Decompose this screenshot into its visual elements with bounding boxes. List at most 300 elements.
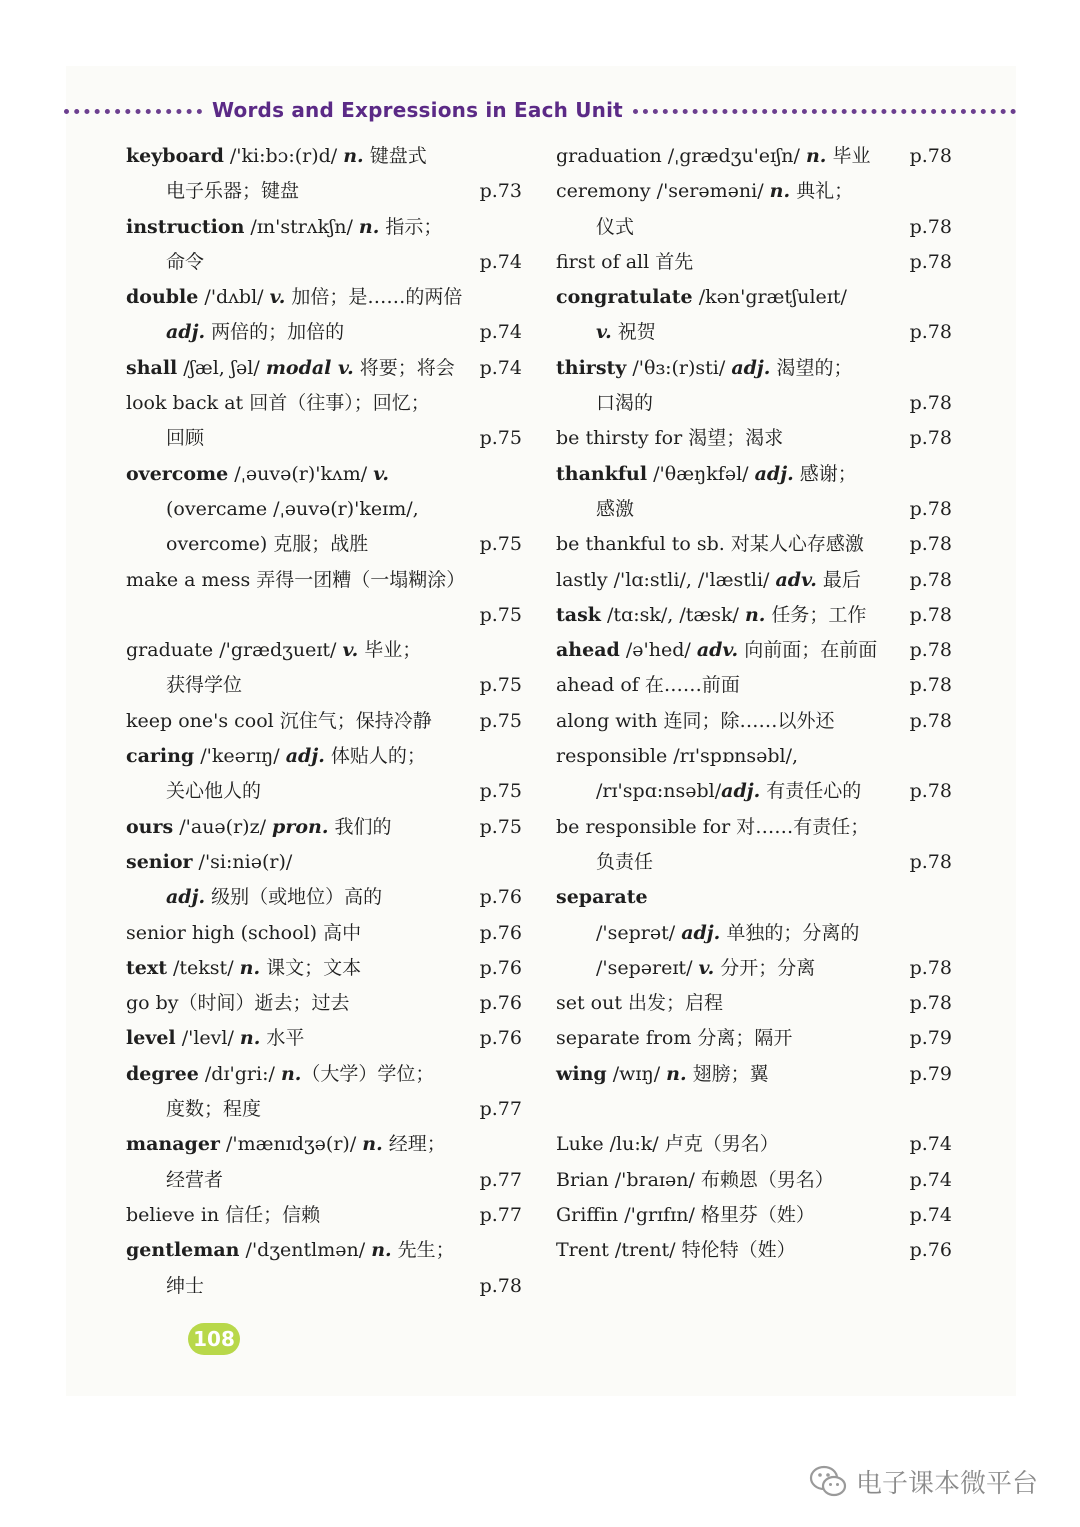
entry-text bbox=[556, 633, 877, 668]
part-of-speech: v. bbox=[342, 639, 359, 662]
definition: 指示； bbox=[379, 215, 443, 238]
entry-line bbox=[556, 704, 952, 739]
entry-text bbox=[126, 951, 361, 986]
part-of-speech: adj. bbox=[731, 356, 771, 379]
page-reference: p.77 bbox=[479, 1098, 522, 1121]
entry-body: responsible /rɪ'spɒnsəbl/, bbox=[556, 745, 799, 768]
entry-line bbox=[126, 1127, 522, 1162]
entry-line bbox=[126, 1057, 522, 1092]
entry-body: Luke /lu:k/ 卢克（男名） bbox=[556, 1133, 779, 1156]
entry-body: /'dʌbl/ bbox=[198, 286, 270, 309]
page-reference: p.78 bbox=[479, 1274, 522, 1297]
entry-body: /wɪŋ/ bbox=[606, 1062, 667, 1085]
entry-body: 经营者 bbox=[166, 1168, 224, 1191]
part-of-speech: n. bbox=[239, 1027, 261, 1050]
headword: caring bbox=[126, 745, 195, 768]
page-reference: p.79 bbox=[909, 1062, 952, 1085]
entry-line bbox=[126, 457, 522, 492]
entry-body: be thirsty for 渴望；渴求 bbox=[556, 427, 784, 450]
page-reference: p.77 bbox=[479, 1168, 522, 1191]
headword: congratulate bbox=[556, 286, 693, 309]
entry-text bbox=[556, 668, 740, 703]
entry-line bbox=[556, 492, 952, 527]
entry-text bbox=[166, 668, 242, 703]
headword: degree bbox=[126, 1062, 199, 1085]
page-reference: p.78 bbox=[909, 780, 952, 803]
page-reference: p.78 bbox=[909, 639, 952, 662]
entry-line bbox=[556, 1163, 952, 1198]
definition: 分开；分离 bbox=[714, 956, 816, 979]
headword: thirsty bbox=[556, 356, 627, 379]
entry-text bbox=[556, 1021, 792, 1056]
definition: 祝贺 bbox=[611, 321, 656, 344]
page-reference: p.78 bbox=[909, 392, 952, 415]
entry-text bbox=[126, 916, 361, 951]
definition: 水平 bbox=[260, 1027, 305, 1050]
entry-body: /'levl/ bbox=[175, 1027, 240, 1050]
definition: 课文；文本 bbox=[260, 956, 362, 979]
entry-body: 口渴的 bbox=[596, 392, 654, 415]
entry-body: /dɪ'gri:/ bbox=[198, 1062, 281, 1085]
page-reference: p.78 bbox=[909, 250, 952, 273]
entry-body: /'mænɪdʒə(r)/ bbox=[219, 1133, 363, 1156]
page-reference: p.74 bbox=[479, 321, 522, 344]
entry-text bbox=[126, 563, 465, 598]
part-of-speech: adj. bbox=[754, 462, 794, 485]
entry-line bbox=[126, 139, 522, 174]
entry-body: /'si:niə(r)/ bbox=[192, 850, 293, 873]
headword: ahead bbox=[556, 639, 620, 662]
entry-line bbox=[556, 739, 952, 774]
entry-text bbox=[166, 880, 382, 915]
entry-text bbox=[166, 774, 261, 809]
entry-body: 度数；程度 bbox=[166, 1098, 262, 1121]
entry-text bbox=[126, 351, 455, 386]
entry-line bbox=[126, 986, 522, 1021]
entry-line bbox=[556, 174, 952, 209]
part-of-speech: n. bbox=[358, 215, 380, 238]
entry-text bbox=[166, 492, 419, 527]
definition: 加倍；是……的两倍 bbox=[285, 286, 463, 309]
entry-text bbox=[126, 210, 442, 245]
entry-body: keep one's cool 沉住气；保持冷静 bbox=[126, 709, 432, 732]
entry-text bbox=[596, 916, 859, 951]
page-reference: p.78 bbox=[909, 427, 952, 450]
entry-line bbox=[126, 916, 522, 951]
entry-line bbox=[556, 421, 952, 456]
entry-text bbox=[556, 245, 693, 280]
entry-body: look back at 回首（往事）；回忆； bbox=[126, 392, 430, 415]
entry-line bbox=[556, 845, 952, 880]
entry-text bbox=[556, 457, 857, 492]
entry-line bbox=[126, 1163, 522, 1198]
entry-line bbox=[556, 1057, 952, 1092]
headword: text bbox=[126, 956, 167, 979]
entry-text bbox=[556, 421, 783, 456]
part-of-speech: adv. bbox=[775, 568, 817, 591]
entry-text bbox=[126, 1127, 446, 1162]
part-of-speech: v. bbox=[373, 462, 389, 485]
part-of-speech: pron. bbox=[272, 815, 329, 838]
entry-text bbox=[556, 704, 835, 739]
entry-text bbox=[126, 457, 389, 492]
part-of-speech: n. bbox=[280, 1062, 302, 1085]
part-of-speech: n. bbox=[362, 1133, 383, 1156]
entry-body: 电子乐器；键盘 bbox=[166, 180, 300, 203]
entry-body: ahead of 在……前面 bbox=[556, 674, 740, 697]
headword: shall bbox=[126, 356, 178, 379]
entry-line bbox=[126, 210, 522, 245]
entry-text bbox=[126, 280, 462, 315]
entry-text bbox=[126, 1057, 434, 1092]
entry-body: go by（时间）逝去；过去 bbox=[126, 992, 350, 1015]
definition: （大学）学位； bbox=[301, 1062, 435, 1085]
entry-text bbox=[596, 210, 634, 245]
definition: 翅膀；翼 bbox=[686, 1062, 769, 1085]
part-of-speech: v. bbox=[596, 321, 612, 344]
headword: overcome bbox=[126, 462, 229, 485]
entry-body: /tɑ:sk/, /tæsk/ bbox=[600, 603, 745, 626]
entry-line bbox=[556, 633, 952, 668]
page-reference: p.78 bbox=[909, 321, 952, 344]
entry-text bbox=[126, 1198, 320, 1233]
entry-body: /'seprət/ bbox=[596, 921, 682, 944]
watermark bbox=[808, 1456, 1038, 1506]
page-reference: p.78 bbox=[909, 709, 952, 732]
entry-body: 绅士 bbox=[166, 1274, 205, 1297]
part-of-speech: adj. bbox=[285, 745, 325, 768]
entry-text bbox=[556, 351, 852, 386]
entry-text bbox=[556, 1057, 769, 1092]
entry-text bbox=[556, 1233, 796, 1268]
entry-body: graduation /ˌgrædʒu'eɪʃn/ bbox=[556, 145, 806, 167]
part-of-speech: adj. bbox=[166, 321, 206, 344]
page-reference: p.74 bbox=[479, 250, 522, 273]
definition: 经理； bbox=[382, 1133, 446, 1156]
entry-line bbox=[556, 386, 952, 421]
headword: keyboard bbox=[126, 145, 224, 167]
headword: double bbox=[126, 286, 199, 309]
entry-line bbox=[556, 351, 952, 386]
section-title: Words and Expressions in Each Unit bbox=[212, 98, 623, 122]
entry-line bbox=[126, 174, 522, 209]
entry-text bbox=[166, 421, 204, 456]
entry-line bbox=[556, 1233, 952, 1268]
part-of-speech: n. bbox=[805, 145, 827, 167]
entry-line bbox=[556, 1198, 952, 1233]
entry-line bbox=[556, 774, 952, 809]
entry-text bbox=[126, 845, 292, 880]
header-dots-left bbox=[64, 109, 202, 114]
page-reference: p.78 bbox=[909, 568, 952, 591]
entry-line bbox=[126, 1021, 522, 1056]
headword: senior bbox=[126, 850, 193, 873]
entry-text bbox=[166, 245, 204, 280]
part-of-speech: n. bbox=[769, 180, 791, 203]
entry-body: 感激 bbox=[596, 497, 635, 520]
part-of-speech: adj. bbox=[166, 886, 206, 909]
entry-text bbox=[166, 174, 299, 209]
entry-text bbox=[556, 563, 861, 598]
definition: 体贴人的； bbox=[324, 745, 426, 768]
page-reference: p.78 bbox=[909, 603, 952, 626]
entry-body: /ˌəuvə(r)'kʌm/ bbox=[228, 462, 374, 485]
page-reference: p.74 bbox=[909, 1133, 952, 1156]
entry-line bbox=[126, 245, 522, 280]
entry-body: separate from 分离；隔开 bbox=[556, 1027, 793, 1050]
entry-body: 负责任 bbox=[596, 850, 654, 873]
entry-line bbox=[126, 810, 522, 845]
entry-body: /rɪ'spɑ:nsəbl/ bbox=[596, 780, 722, 803]
page-reference: p.74 bbox=[479, 356, 522, 379]
part-of-speech: adj. bbox=[721, 780, 761, 803]
part-of-speech: n. bbox=[371, 1239, 392, 1262]
entry-line bbox=[126, 1269, 522, 1304]
entry-text bbox=[166, 315, 344, 350]
page-reference: p.78 bbox=[909, 674, 952, 697]
entry-text bbox=[126, 1233, 455, 1268]
definition: 我们的 bbox=[328, 815, 392, 838]
page-reference: p.76 bbox=[479, 1027, 522, 1050]
entry-text bbox=[596, 774, 861, 809]
part-of-speech: v. bbox=[269, 286, 286, 309]
definition: 毕业； bbox=[358, 639, 422, 662]
entry-body: /tekst/ bbox=[166, 956, 240, 979]
definition: 先生； bbox=[391, 1239, 455, 1262]
entry-text bbox=[596, 492, 634, 527]
entry-line bbox=[126, 598, 522, 633]
entry-text bbox=[556, 1163, 834, 1198]
headword: instruction bbox=[126, 215, 245, 238]
entry-line bbox=[126, 280, 522, 315]
page-reference: p.76 bbox=[479, 921, 522, 944]
entry-text bbox=[126, 386, 430, 421]
entry-body: /'sepəreɪt/ bbox=[596, 956, 699, 979]
entry-line bbox=[556, 598, 952, 633]
entry-line bbox=[556, 1127, 952, 1162]
entry-line bbox=[126, 1198, 522, 1233]
entry-body: be thankful to sb. 对某人心存感激 bbox=[556, 533, 864, 556]
definition: 渴望的； bbox=[770, 356, 853, 379]
entry-body: Trent /trent/ 特伦特（姓） bbox=[556, 1239, 796, 1262]
entry-body: /'keərɪŋ/ bbox=[194, 745, 286, 768]
entry-line bbox=[126, 1233, 522, 1268]
entry-text bbox=[126, 810, 392, 845]
entry-line bbox=[556, 668, 952, 703]
entry-line bbox=[126, 633, 522, 668]
entry-line bbox=[556, 210, 952, 245]
definition: 向前面；在前面 bbox=[738, 639, 878, 662]
entry-line bbox=[126, 386, 522, 421]
entry-body: /ɪn'strʌkʃn/ bbox=[244, 215, 359, 238]
entry-line bbox=[126, 421, 522, 456]
entry-text bbox=[596, 386, 653, 421]
page-reference: p.78 bbox=[909, 215, 952, 238]
entry-line bbox=[556, 1021, 952, 1056]
left-word-column bbox=[126, 139, 522, 1304]
part-of-speech: adj. bbox=[681, 921, 721, 944]
entry-body: (overcame /ˌəuvə(r)'keɪm/, bbox=[166, 497, 419, 520]
entry-line bbox=[126, 668, 522, 703]
headword: thankful bbox=[556, 462, 648, 485]
entry-text bbox=[166, 1269, 204, 1304]
entry-body: 获得学位 bbox=[166, 674, 243, 697]
entry-line bbox=[556, 916, 952, 951]
part-of-speech: modal v. bbox=[265, 356, 354, 379]
entry-text bbox=[126, 633, 421, 668]
entry-body: set out 出发；启程 bbox=[556, 992, 724, 1015]
definition: 键盘式 bbox=[363, 145, 427, 167]
headword: wing bbox=[556, 1062, 607, 1085]
headword: separate bbox=[556, 886, 648, 909]
page-reference: p.73 bbox=[479, 180, 522, 203]
entry-body: /'dʒentlmən/ bbox=[239, 1239, 372, 1262]
entry-text bbox=[556, 739, 798, 774]
entry-line bbox=[556, 1092, 952, 1127]
page-reference: p.76 bbox=[909, 1239, 952, 1262]
entry-text bbox=[556, 174, 853, 209]
entry-body: 关心他人的 bbox=[166, 780, 262, 803]
part-of-speech: adv. bbox=[696, 639, 739, 662]
page-reference: p.78 bbox=[909, 145, 952, 167]
page-reference: p.76 bbox=[479, 992, 522, 1015]
entry-line bbox=[126, 492, 522, 527]
entry-line bbox=[126, 880, 522, 915]
definition: 级别（或地位）高的 bbox=[205, 886, 383, 909]
entry-text bbox=[596, 951, 815, 986]
entry-line bbox=[556, 315, 952, 350]
entry-body: /'θæŋkfəl/ bbox=[647, 462, 755, 485]
entry-text bbox=[556, 1127, 779, 1162]
entry-body: 回顾 bbox=[166, 427, 205, 450]
entry-text bbox=[126, 139, 427, 174]
page-reference: p.74 bbox=[909, 1203, 952, 1226]
entry-line bbox=[126, 1092, 522, 1127]
entry-body: senior high (school) 高中 bbox=[126, 921, 362, 944]
entry-line bbox=[126, 774, 522, 809]
definition: 两倍的；加倍的 bbox=[205, 321, 345, 344]
definition: 有责任心的 bbox=[760, 780, 862, 803]
entry-body: /ʃæl, ʃəl/ bbox=[177, 356, 266, 379]
entry-text bbox=[126, 1021, 304, 1056]
watermark-text: 电子课本微平台 bbox=[856, 1468, 1039, 1499]
part-of-speech: v. bbox=[698, 956, 715, 979]
page-reference: p.79 bbox=[909, 1027, 952, 1050]
entry-line bbox=[126, 951, 522, 986]
headword: task bbox=[556, 603, 601, 626]
definition: 最后 bbox=[816, 568, 861, 591]
definition: 毕业 bbox=[826, 145, 871, 167]
entry-text bbox=[166, 1163, 223, 1198]
headword: ours bbox=[126, 815, 174, 838]
entry-line bbox=[126, 845, 522, 880]
part-of-speech: n. bbox=[744, 603, 766, 626]
page-reference: p.76 bbox=[479, 956, 522, 979]
right-word-column bbox=[556, 139, 952, 1269]
entry-text bbox=[166, 527, 368, 562]
page-reference: p.75 bbox=[479, 709, 522, 732]
page-reference: p.75 bbox=[479, 603, 522, 626]
entry-text bbox=[556, 880, 648, 915]
page-reference: p.76 bbox=[479, 886, 522, 909]
entry-body: /ə'hed/ bbox=[619, 639, 697, 662]
wechat-icon bbox=[808, 1461, 848, 1501]
headword: gentleman bbox=[126, 1239, 240, 1262]
page-reference: p.74 bbox=[909, 1168, 952, 1191]
definition: 任务；工作 bbox=[765, 603, 867, 626]
entry-text bbox=[556, 1198, 815, 1233]
entry-body: 仪式 bbox=[596, 215, 635, 238]
entry-body: Brian /'braɪən/ 布赖恩（男名） bbox=[556, 1168, 834, 1191]
entry-body: /'auə(r)z/ bbox=[173, 815, 273, 838]
headword: manager bbox=[126, 1133, 220, 1156]
headword: level bbox=[126, 1027, 176, 1050]
entry-text bbox=[126, 739, 426, 774]
entry-text bbox=[556, 598, 866, 633]
entry-line bbox=[126, 563, 522, 598]
entry-text bbox=[556, 986, 723, 1021]
entry-text bbox=[556, 280, 847, 315]
entry-line bbox=[556, 810, 952, 845]
entry-body: lastly /'lɑ:stli/, /'læstli/ bbox=[556, 568, 776, 591]
entry-line bbox=[126, 704, 522, 739]
page-number-badge: 108 bbox=[188, 1323, 240, 1355]
page-reference: p.75 bbox=[479, 533, 522, 556]
entry-line bbox=[126, 351, 522, 386]
page-reference: p.78 bbox=[909, 533, 952, 556]
entry-body: first of all 首先 bbox=[556, 250, 694, 273]
page-reference: p.75 bbox=[479, 780, 522, 803]
entry-line bbox=[556, 880, 952, 915]
entry-line bbox=[556, 245, 952, 280]
entry-line bbox=[556, 563, 952, 598]
entry-body: /'θɜ:(r)sti/ bbox=[626, 356, 732, 379]
page-reference: p.75 bbox=[479, 674, 522, 697]
page-reference: p.75 bbox=[479, 427, 522, 450]
entry-text bbox=[596, 315, 656, 350]
entry-line bbox=[556, 527, 952, 562]
page-reference: p.77 bbox=[479, 1203, 522, 1226]
definition: 将要；将会 bbox=[353, 356, 455, 379]
definition: 感谢； bbox=[793, 462, 857, 485]
entry-line bbox=[126, 527, 522, 562]
entry-line bbox=[556, 139, 952, 174]
section-header bbox=[64, 95, 1016, 125]
entry-body: make a mess 弄得一团糟（一塌糊涂） bbox=[126, 568, 466, 591]
page-reference: p.78 bbox=[909, 956, 952, 979]
entry-text bbox=[556, 810, 869, 845]
page-reference: p.78 bbox=[909, 850, 952, 873]
part-of-speech: n. bbox=[239, 956, 261, 979]
part-of-speech: n. bbox=[666, 1062, 687, 1085]
entry-text bbox=[126, 986, 350, 1021]
entry-body: Griffin /'grɪfɪn/ 格里芬（姓） bbox=[556, 1203, 815, 1226]
entry-line bbox=[126, 739, 522, 774]
entry-body: be responsible for 对……有责任； bbox=[556, 815, 870, 838]
entry-body: /'ki:bɔ:(r)d/ bbox=[223, 145, 344, 167]
entry-body: 命令 bbox=[166, 250, 205, 273]
entry-body: ceremony /'serəməni/ bbox=[556, 180, 770, 203]
part-of-speech: n. bbox=[343, 145, 364, 167]
entry-body: overcome) 克服；战胜 bbox=[166, 533, 369, 556]
entry-line bbox=[126, 315, 522, 350]
page-reference: p.78 bbox=[909, 992, 952, 1015]
header-dots-right bbox=[633, 109, 1016, 114]
definition: 典礼； bbox=[790, 180, 854, 203]
page-reference: p.75 bbox=[479, 815, 522, 838]
entry-text bbox=[556, 139, 870, 174]
entry-line bbox=[556, 986, 952, 1021]
